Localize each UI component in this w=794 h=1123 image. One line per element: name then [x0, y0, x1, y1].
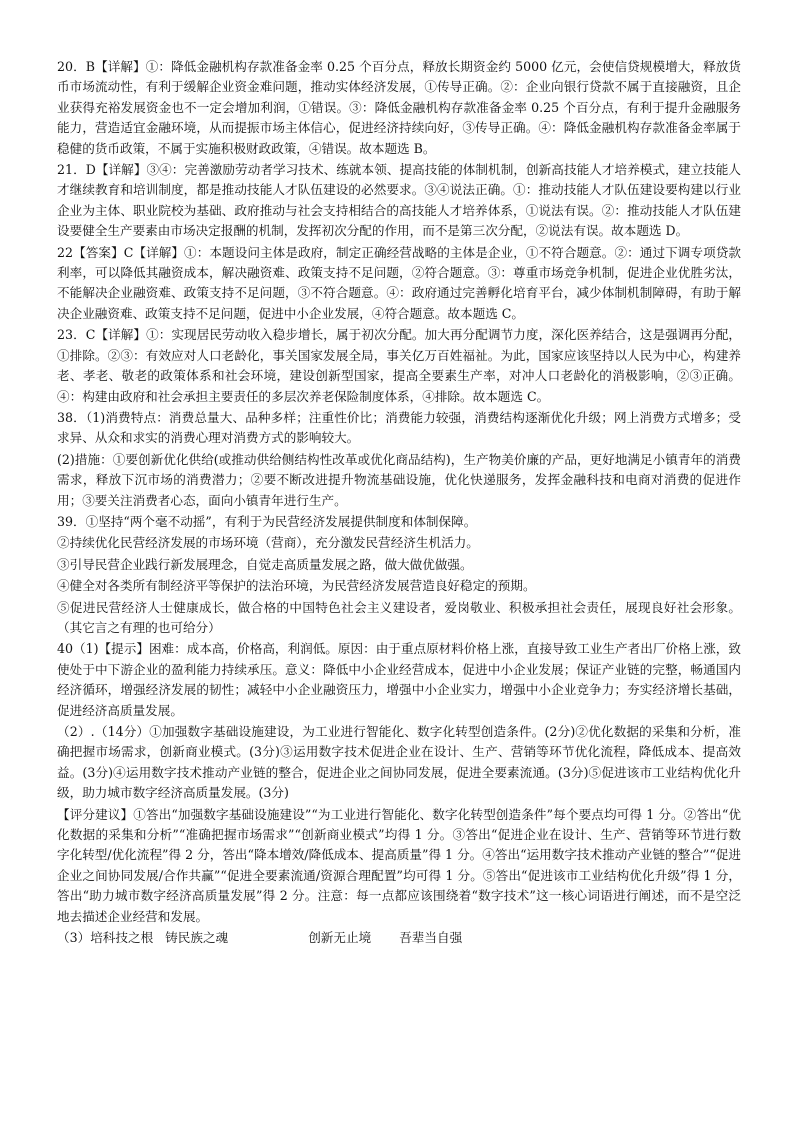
answer-23: 23．C【详解】①：实现居民劳动收入稳步增长，属于初次分配。加大再分配调节力度，深化医养结合，这是强调再分配，①排除。②③：有效应对人口老龄化，事关国家发展全局，事关亿万百姓福祉。为此，国家应该坚持以人民为中心，构建养老、孝老、敬老的政策体系和社会环境，建设创新型国家，提高全要素生产率，对冲人口老龄化的消极影响，②③正确。④：构建由政府和社会承担主要责任的多层次养老保险制度体系，④排除。故本题选 C。	[57, 327, 741, 404]
answer-39-point3: ③引导民营企业践行新发展理念，自觉走高质量发展之路，做大做优做强。	[57, 556, 473, 572]
answer-document	[57, 57, 741, 949]
answer-40-part1: 40（1)【提示】困难：成本高，价格高，利润低。原因：由于重点原材料价格上涨，直接导致工业生产者出厂价格上涨，致使处于中下游企业的盈利能力持续承压。意义：降低中小企业经营成本，促进中小企业发展；保证产业链的完整，畅通国内经济循环，增强经济发展的韧性；减轻中小企业融资压力，增强中小企业实力，增强中小企业竞争力；夯实经济增长基础，促进经济高质量发展。	[57, 641, 741, 718]
answer-39-point5: ⑤促进民营经济人士健康成长，做合格的中国特色社会主义建设者，爱岗敬业、积极承担社会责任，展现良好社会形象。（其它言之有理的也可给分）	[57, 599, 741, 635]
answer-40-part2: （2）.（14分）①加强数字基础设施建设，为工业进行智能化、数字化转型创造条件。(2分)②优化数据的采集和分析，准确把握市场需求，创新商业模式。(3分)③运用数字技术促进企业在设计、生产、营销等环节优化流程，降低成本、提高效益。(3分)④运用数字技术推动产业链的整合，促进企业之间协同发展，促进全要素流通。(3分)⑤促进该市工业结构优化升级，助力城市数字经济高质量发展。(3分)	[57, 724, 741, 801]
answer-39-point2: ②持续优化民营经济发展的市场环境（营商），充分激发民营经济生机活力。	[57, 535, 479, 551]
scoring-suggestion: 【评分建议】①答出“加强数字基础设施建设”“为工业进行智能化、数字化转型创造条件”每个要点均可得 1 分。②答出“优化数据的采集和分析”“准确把握市场需求”“创新商业模式”均得 1 分。③答出“促进企业在设计、生产、营销等环节进行数字化转型/优化流程”得 2 分，答出“降本增效/降低成本、提高质量”得 1 分。④答出“运用数字技术推动产业链的整合”“促进企业之间协同发展/合作共赢”“促进全要素流通/资源合理配置”均可得 1 分。⑤答出“促进该市工业结构优化升级”得 1 分，答出“助力城市数字经济高质量发展”得 2 分。注意：每一点都应该围绕着“数字技术”这一核心词语进行阐述，而不是空泛地去描述企业经营和发展。	[57, 806, 741, 924]
answer-38-part2: (2)措施：①要创新优化供给(或推动供给侧结构性改革或优化商品结构)，生产物美价廉的产品，更好地满足小镇青年的消费需求，释放下沉市场的消费潜力；②要不断改进提升物流基础设施，优化快递服务，发挥金融科技和电商对消费的促进作用；③要关注消费者心态，面向小镇青年进行生产。	[57, 451, 741, 508]
answer-22: 22【答案】C【详解】①：本题设问主体是政府，制定正确经营战略的主体是企业，①不符合题意。②：通过下调专项贷款利率，可以降低其融资成本，解决融资难、政策支持不足问题，②符合题意。③：尊重市场竞争机制，促进企业优胜劣汰，不能解决企业融资难、政策支持不足问题，③不符合题意。④：政府通过完善孵化培育平台，减少体制机制障碍，有助于解决企业融资难、政策支持不足问题，促进中小企业发展，④符合题意。故本题选 C。	[57, 244, 741, 321]
answer-38-part1: 38．（1)消费特点：消费总量大、品种多样；注重性价比；消费能力较强，消费结构逐渐优化升级；网上消费方式增多；受求异、从众和求实的消费心理对消费方式的影响较大。	[57, 409, 741, 446]
answer-21: 21．D【详解】③④：完善激励劳动者学习技术、练就本领、提高技能的体制机制，创新高技能人才培养模式，建立技能人才继续教育和培训制度，都是推动技能人才队伍建设的必然要求。③④说法正确。①：推动技能人才队伍建设要构建以行业企业为主体、职业院校为基础、政府推动与社会支持相结合的高技能人才培养体系，①说法有误。②：推动技能人才队伍建设要健全生产要素由市场决定报酬的机制，发挥初次分配的作用，而不是第三次分配，②说法有误。故本题选 D。	[57, 162, 741, 239]
answer-39-point4: ④健全对各类所有制经济平等保护的法治环境，为民营经济发展营造良好稳定的预期。	[57, 578, 536, 594]
answer-40-part3-motto: （3）培科技之根 铸民族之魂 创新无止境 吾辈当自强	[57, 930, 463, 946]
answer-20: 20．B【详解】①：降低金融机构存款准备金率 0.25 个百分点，释放长期资金约 5000 亿元，会使信贷规模增大，释放货币市场流动性，有利于缓解企业资金难问题，推动实体经济发展，①传导正确。②：企业向银行贷款不属于直接融资，且企业获得充裕发展资金也不一定会增加利润，①错误。③：降低金融机构存款准备金率 0.25 个百分点，有利于提升金融服务能力，营造适宜金融环境，从而提振市场主体信心，促进经济持续向好，③传导正确。④：降低金融机构存款准备金率属于稳健的货币政策，不属于实施积极财政政策，④错误。故本题选 B。	[57, 59, 741, 156]
answer-39-point1: 39．①坚持“两个毫不动摇”，有利于为民营经济发展提供制度和体制保障。	[57, 513, 477, 529]
